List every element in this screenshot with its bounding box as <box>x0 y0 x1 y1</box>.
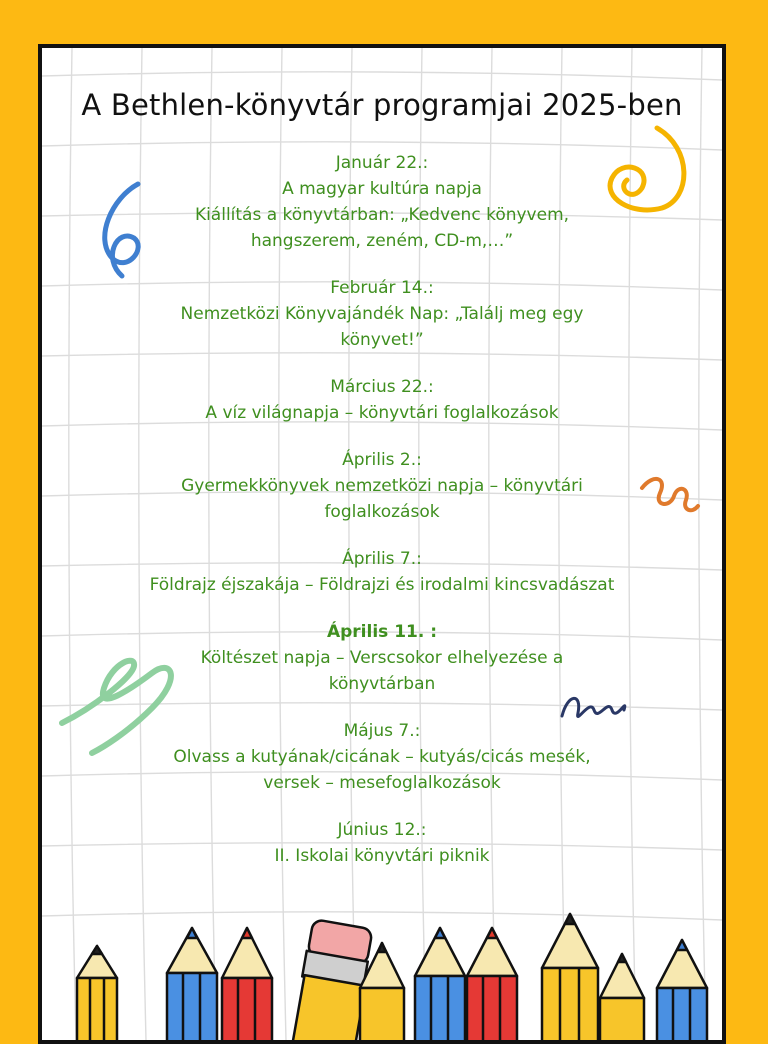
event-description: Költészet napja – Verscsokor elhelyezése a <box>200 648 564 668</box>
event-description: könyvtárban <box>328 674 436 694</box>
event-description: A víz világnapja – könyvtári foglalkozások <box>205 403 559 423</box>
event-description: Kiállítás a könyvtárban: „Kedvenc könyvem, <box>194 205 570 225</box>
event-date: Február 14.: <box>330 278 434 298</box>
page-title: A Bethlen-könyvtár programjai 2025-ben <box>81 88 683 122</box>
event-description: hangszerem, zeném, CD-m,…” <box>250 231 514 251</box>
event-date: Március 22.: <box>330 377 434 397</box>
event-description: A magyar kultúra napja <box>282 179 482 199</box>
event-date: Június 12.: <box>337 820 427 840</box>
event-date: Április 2.: <box>342 450 422 470</box>
event-description: könyvet!” <box>340 330 424 350</box>
event-description: Földrajz éjszakája – Földrajzi és irodalmi kincsvadászat <box>149 575 615 595</box>
pencil-row-icon <box>42 48 722 1040</box>
event-description: versek – mesefoglalkozások <box>263 773 501 793</box>
event-date: Április 11. : <box>326 622 438 642</box>
event-description: II. Iskolai könyvtári piknik <box>274 846 490 866</box>
event-date: Május 7.: <box>343 721 421 741</box>
event-description: Gyermekkönyvek nemzetközi napja – könyvtári <box>181 476 583 496</box>
event-date: Január 22.: <box>335 153 429 173</box>
event-date: Április 7.: <box>342 549 422 569</box>
event-description: Olvass a kutyának/cicának – kutyás/cicás mesék, <box>173 747 591 767</box>
event-description: foglalkozások <box>324 502 440 522</box>
program-card <box>38 44 726 1044</box>
event-description: Nemzetközi Könyvajándék Nap: „Találj meg egy <box>180 304 584 324</box>
